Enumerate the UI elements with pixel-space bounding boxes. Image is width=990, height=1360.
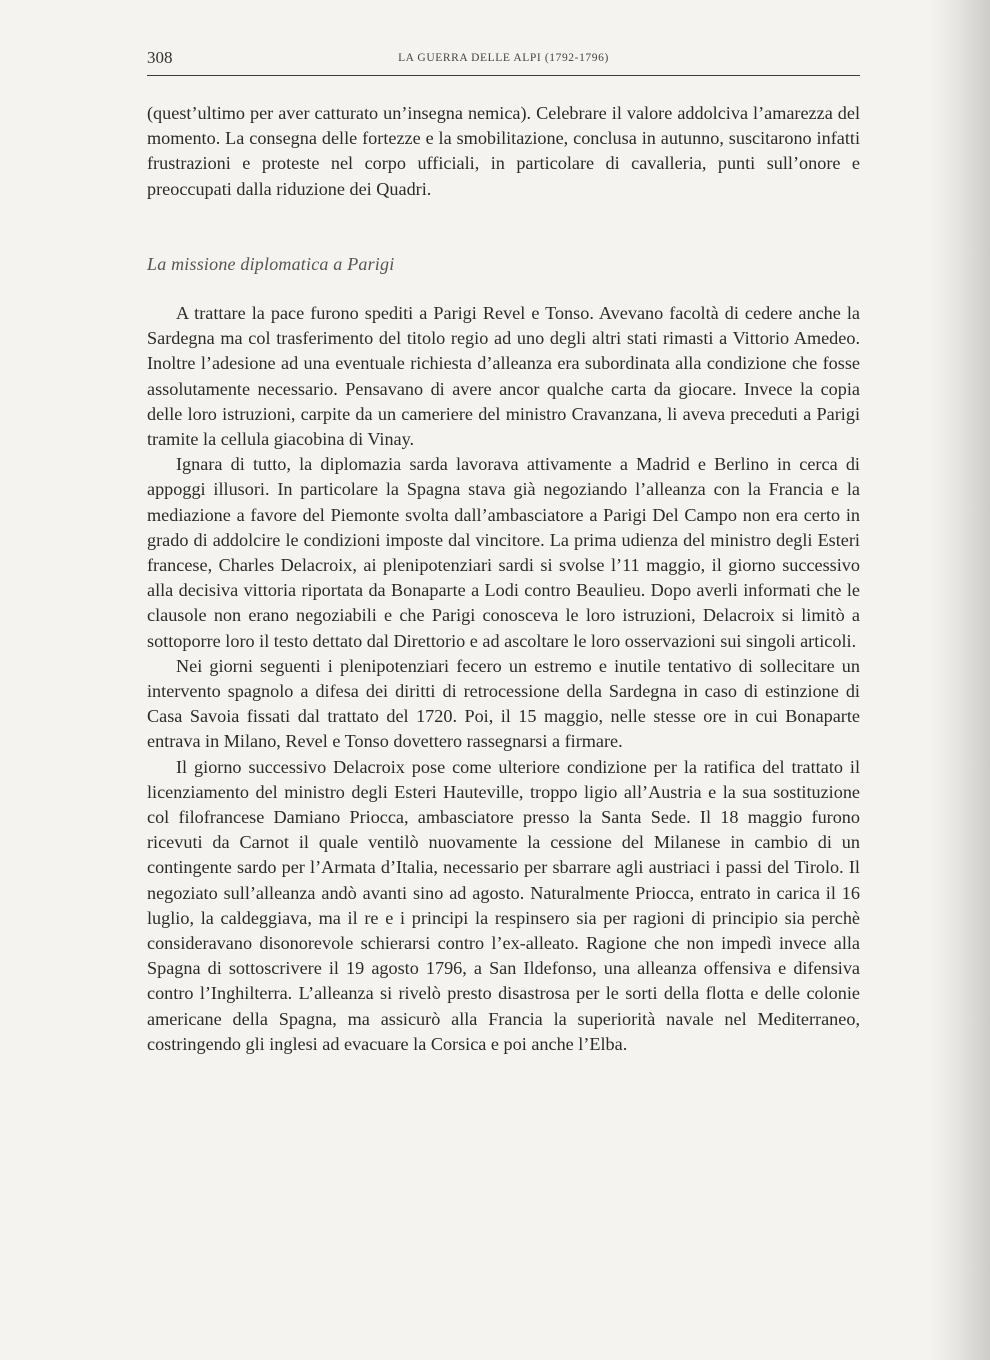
page-number: 308	[147, 48, 173, 67]
running-title: LA GUERRA DELLE ALPI (1792-1796)	[398, 52, 609, 64]
lead-paragraph: (quest’ultimo per aver catturato un’insegna nemica). Celebrare il valore addolciva l’amarezza del momento. La consegna delle fortezze e la smobilitazione, conclusa in autunno, suscitarono infatti frustrazioni e proteste nel corpo ufficiali, in particolare di cavalleria, punti sull’onore e preoccupati dalla riduzione dei Quadri.	[147, 103, 860, 199]
lead-text-block	[147, 101, 860, 202]
paragraph: Nei giorni seguenti i plenipotenziari fecero un estremo e inutile tentativo di sollecitare un intervento spagnolo a difesa dei diritti di retrocessione della Sardegna in caso di estinzione di Casa Savoia fissati dal trattato del 1720. Poi, il 15 maggio, nelle stesse ore in cui Bonaparte entrava in Milano, Revel e Tonso dovettero rassegnarsi a firmare.	[147, 655, 860, 752]
body-text-block	[147, 301, 860, 1057]
page-header	[147, 43, 860, 76]
page-edge-shadow	[930, 0, 990, 1360]
paragraph: Il giorno successivo Delacroix pose come ulteriore condizione per la ratifica del trattato il licenziamento del ministro degli Esteri Hauteville, troppo ligio all’Austria e la sua sostituzione col filofrancese Damiano Priocca, ambasciatore presso la Santa Sede. Il 18 maggio furono ricevuti da Carnot il quale ventilò nuovamente la cessione del Milanese in cambio di un contingente sardo per l’Armata d’Italia, necessario per sbarrare agli austriaci i passi del Tirolo. Il negoziato sull’alleanza andò avanti sino ad agosto. Naturalmente Priocca, entrato in carica il 16 luglio, la caldeggiava, ma il re e i principi la respinsero sia per ragioni di principio sia perchè consideravano disonorevole schierarsi contro l’ex-alleato. Ragione che non impedì invece alla Spagna di sottoscrivere il 19 agosto 1796, a San Ildefonso, una alleanza offensiva e difensiva contro l’Inghilterra. L’alleanza si rivelò presto disastrosa per le sorti della flotta e delle colonie americane della Spagna, ma assicurò alla Francia la superiorità navale nel Mediterraneo, costringendo gli inglesi ad evacuare la Corsica e poi anche l’Elba.	[147, 756, 860, 1054]
paragraph: Ignara di tutto, la diplomazia sarda lavorava attivamente a Madrid e Berlino in cerca di appoggi illusori. In particolare la Spagna stava già negoziando l’alleanza con la Francia e la mediazione a favore del Piemonte svolta dall’ambasciatore a Parigi Del Campo non era certo in grado di addolcire le condizioni imposte dal vincitore. La prima udienza del ministro degli Esteri francese, Charles Delacroix, ai plenipotenziari sardi si svolse l’11 maggio, il giorno successivo alla decisiva vittoria riportata da Bonaparte a Lodi contro Beaulieu. Dopo averli informati che le clausole non erano negoziabili e che Parigi conosceva le loro istruzioni, Delacroix si limitò a sottoporre loro il testo dettato dal Direttorio e ad ascoltare le loro osservazioni sui singoli articoli.	[147, 454, 860, 651]
section-title: La missione diplomatica a Parigi	[147, 254, 395, 274]
paragraph: A trattare la pace furono spediti a Parigi Revel e Tonso. Avevano facoltà di cedere anche la Sardegna ma col trasferimento del titolo regio ad uno degli altri stati rimasti a Vittorio Amedeo. Inoltre l’adesione ad una eventuale richiesta d’alleanza era subordinata alla condizione che fosse assolutamente necessario. Pensavano di avere ancor qualche carta da giocare. Invece la copia delle loro istruzioni, carpite da un cameriere del ministro Cravanzana, li aveva preceduti a Parigi tramite la cellula giacobina di Vinay.	[147, 303, 860, 450]
